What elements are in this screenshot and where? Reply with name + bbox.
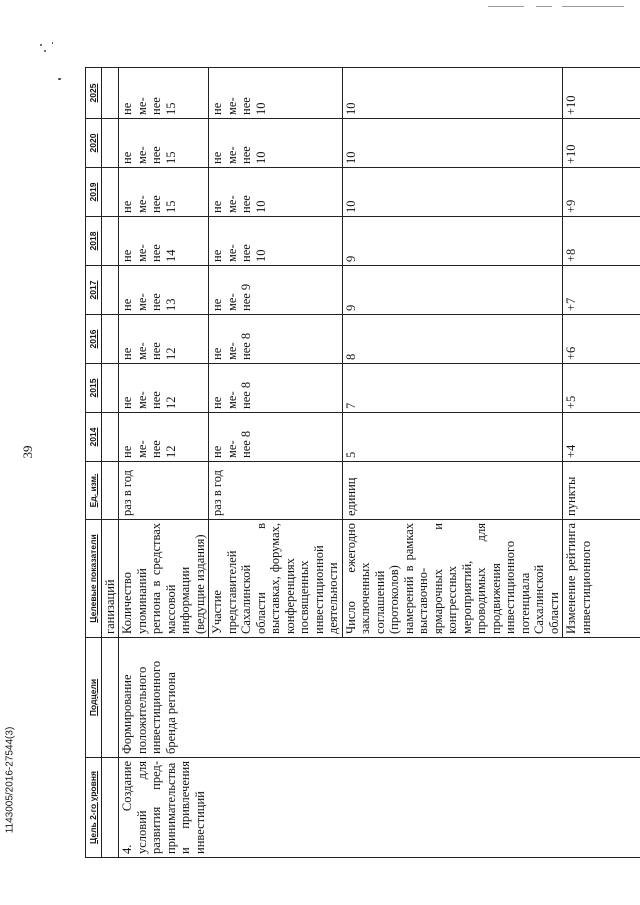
header-year: 2016 bbox=[86, 315, 102, 364]
page-number: 39 bbox=[20, 445, 35, 459]
value-cell: 5 bbox=[342, 413, 563, 462]
unit-cell: раз в год bbox=[119, 462, 209, 520]
unit-cell: раз в год bbox=[209, 462, 343, 520]
scan-speck bbox=[40, 44, 42, 46]
goal-cell: 4. Создание условий для развития пред-принимательства и привлечения инвестиций bbox=[119, 758, 640, 858]
value-cell: не ме- нее 10 bbox=[209, 119, 343, 168]
table-cell bbox=[101, 119, 119, 168]
value-cell: 9 bbox=[342, 266, 563, 315]
header-unit: Ед. изм. bbox=[86, 462, 102, 520]
value-cell: не ме- нее 12 bbox=[119, 315, 209, 364]
value-cell: +5 bbox=[563, 364, 640, 413]
value-cell: не ме- нее 15 bbox=[119, 168, 209, 217]
value-cell: не ме- нее 13 bbox=[119, 266, 209, 315]
header-year: 2014 bbox=[86, 413, 102, 462]
value-cell: не ме- нее 8 bbox=[209, 364, 343, 413]
value-cell: не ме- нее 8 bbox=[209, 315, 343, 364]
scan-mark bbox=[536, 6, 552, 7]
header-subgoal: Подцели bbox=[86, 638, 102, 758]
value-cell: не ме- нее 12 bbox=[119, 413, 209, 462]
indicator-cell: Количество упоминаний региона в средствах массовой информации (ведущие издания) bbox=[119, 520, 209, 638]
value-cell: не ме- нее 15 bbox=[119, 119, 209, 168]
table-cell bbox=[101, 168, 119, 217]
header-year: 2019 bbox=[86, 168, 102, 217]
scan-mark bbox=[488, 6, 524, 7]
indicator-cell: Изменение рейтинга инвестиционного bbox=[563, 520, 640, 638]
value-cell: не ме- нее 10 bbox=[209, 168, 343, 217]
table-cell bbox=[101, 217, 119, 266]
value-cell: 7 bbox=[342, 364, 563, 413]
value-cell: +6 bbox=[563, 315, 640, 364]
value-cell: +7 bbox=[563, 266, 640, 315]
value-cell: +10 bbox=[563, 68, 640, 119]
value-cell: +9 bbox=[563, 168, 640, 217]
value-cell: +10 bbox=[563, 119, 640, 168]
table-cell bbox=[101, 68, 119, 119]
header-year: 2020 bbox=[86, 119, 102, 168]
unit-cell: единиц bbox=[342, 462, 563, 520]
value-cell: 10 bbox=[342, 68, 563, 119]
header-row bbox=[86, 68, 102, 858]
header-goal: Цель 2-го уровня bbox=[86, 758, 102, 858]
value-cell: 9 bbox=[342, 217, 563, 266]
value-cell: +4 bbox=[563, 413, 640, 462]
value-cell: не ме- нее 9 bbox=[209, 266, 343, 315]
value-cell: не ме- нее 14 bbox=[119, 217, 209, 266]
table-cell bbox=[101, 266, 119, 315]
scan-speck bbox=[58, 78, 61, 80]
value-cell: не ме- нее 12 bbox=[119, 364, 209, 413]
header-year: 2015 bbox=[86, 364, 102, 413]
table-cell bbox=[101, 413, 119, 462]
indicator-cell: Число ежегодно заключенных соглашений (протоколов) намерений в рамках выставочно-ярмарочных и конгрессных мероприятий, проводимых для продвижения инвестиционного потенциала Сахалинской области bbox=[342, 520, 563, 638]
table-cell bbox=[101, 462, 119, 520]
targets-table bbox=[85, 67, 640, 858]
header-year: 2018 bbox=[86, 217, 102, 266]
value-cell: не ме- нее 10 bbox=[209, 217, 343, 266]
header-year: 2025 bbox=[86, 68, 102, 119]
continuation-row bbox=[101, 68, 119, 858]
indicator-cell: Участие представителей Сахалинской области в выставках, форумах, конференциях посвященных инвестиционной деятельности bbox=[209, 520, 343, 638]
value-cell: не ме- нее 15 bbox=[119, 68, 209, 119]
document-code: 1143005/2016-27544(3) bbox=[4, 726, 16, 834]
subgoal-cell: Формирование положительного инвестиционного бренда региона bbox=[119, 638, 640, 758]
scan-speck bbox=[44, 50, 46, 52]
header-indicator: Целевые показатели bbox=[86, 520, 102, 638]
table-cell bbox=[101, 364, 119, 413]
value-cell: не ме- нее 8 bbox=[209, 413, 343, 462]
table-row bbox=[119, 68, 209, 858]
table-cell bbox=[101, 315, 119, 364]
table-cell bbox=[101, 758, 119, 858]
value-cell: не ме- нее 10 bbox=[209, 68, 343, 119]
continuation-text: ганизаций bbox=[101, 520, 119, 638]
scan-speck bbox=[52, 42, 53, 44]
value-cell: 10 bbox=[342, 119, 563, 168]
value-cell: +8 bbox=[563, 217, 640, 266]
header-year: 2017 bbox=[86, 266, 102, 315]
unit-cell: пункты bbox=[563, 462, 640, 520]
table-cell bbox=[101, 638, 119, 758]
value-cell: 10 bbox=[342, 168, 563, 217]
value-cell: 8 bbox=[342, 315, 563, 364]
rotated-table-wrapper bbox=[85, 68, 605, 858]
scan-mark bbox=[562, 6, 624, 7]
